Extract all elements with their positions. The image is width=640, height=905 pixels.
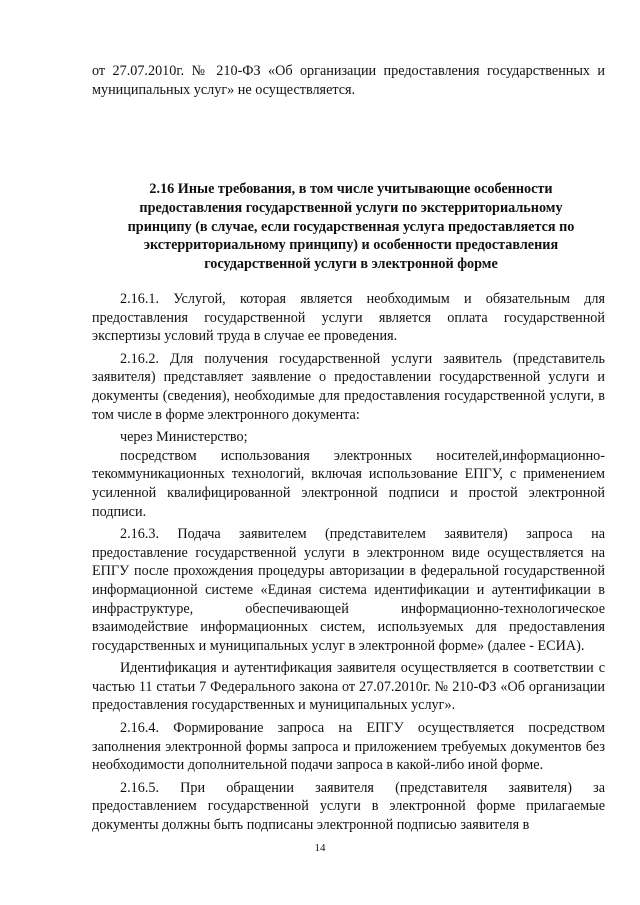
intro-paragraph: от 27.07.2010г. № 210-ФЗ «Об организации предоставления государственных и муниципальных услуг» не осуществляется. <box>92 63 605 98</box>
section-heading: 2.16 Иные требования, в том числе учитывающие особенности предоставления государственной услуги по экстерриториальному принципу (в случае, если государственная услуга предоставляется по экстерриториальному принципу) и особенности предоставления государственной услуги в электронной форме <box>127 181 575 273</box>
body-text <box>92 290 605 839</box>
paragraph-2-16-5: 2.16.5. При обращении заявителя (представителя заявителя) за предоставлением государственной услуги в электронной форме прилагаемые документы должны быть подписаны электронной подписью заявителя в <box>92 779 605 834</box>
paragraph-2-16-4: 2.16.4. Формирование запроса на ЕПГУ осуществляется посредством заполнения электронной формы запроса и приложением требуемых документов без необходимости дополнительной подачи запроса в какой-либо иной форме. <box>92 720 605 774</box>
paragraph-2-16-1: 2.16.1. Услугой, которая является необходимым и обязательным для предоставления государственной услуги является оплата государственной экспертизы условий труда в случае ее проведения. <box>92 291 605 345</box>
paragraph-2-16-2: 2.16.2. Для получения государственной услуги заявитель (представитель заявителя) представляет заявление о предоставлении государственной услуги и документы (сведения), необходимые для предоставления государственной услуги, в том числе в форме электронного документа: <box>92 350 605 423</box>
paragraph-electronic-means: посредством использования электронных носителей,информационно-текоммуникационных технологий, включая использование ЕПГУ, с применением усиленной квалифицированной электронной подписи и простой электронной подписи. <box>92 447 605 520</box>
paragraph-2-16-3: 2.16.3. Подача заявителем (представителем заявителя) запроса на предоставление государственной услуги в электронном виде осуществляется на ЕПГУ после прохождения процедуры авторизации в федеральной государственной информационной системе «Единая система идентификации и аутентификации в инфраструктуре, обеспечивающей информационно-технологическое взаимодействие информационных систем, используемых для предоставления государственных и муниципальных услуг в электронной форме» (далее - ЕСИА). <box>92 526 605 654</box>
paragraph-identification: Идентификация и аутентификация заявителя осуществляется в соответствии с частью 11 статьи 7 Федерального закона от 27.07.2010г. № 210-ФЗ «Об организации предоставления государственных и муниципальных услуг». <box>92 660 605 714</box>
paragraph-ministry: через Министерство; <box>120 429 248 446</box>
page-number: 14 <box>314 842 326 854</box>
